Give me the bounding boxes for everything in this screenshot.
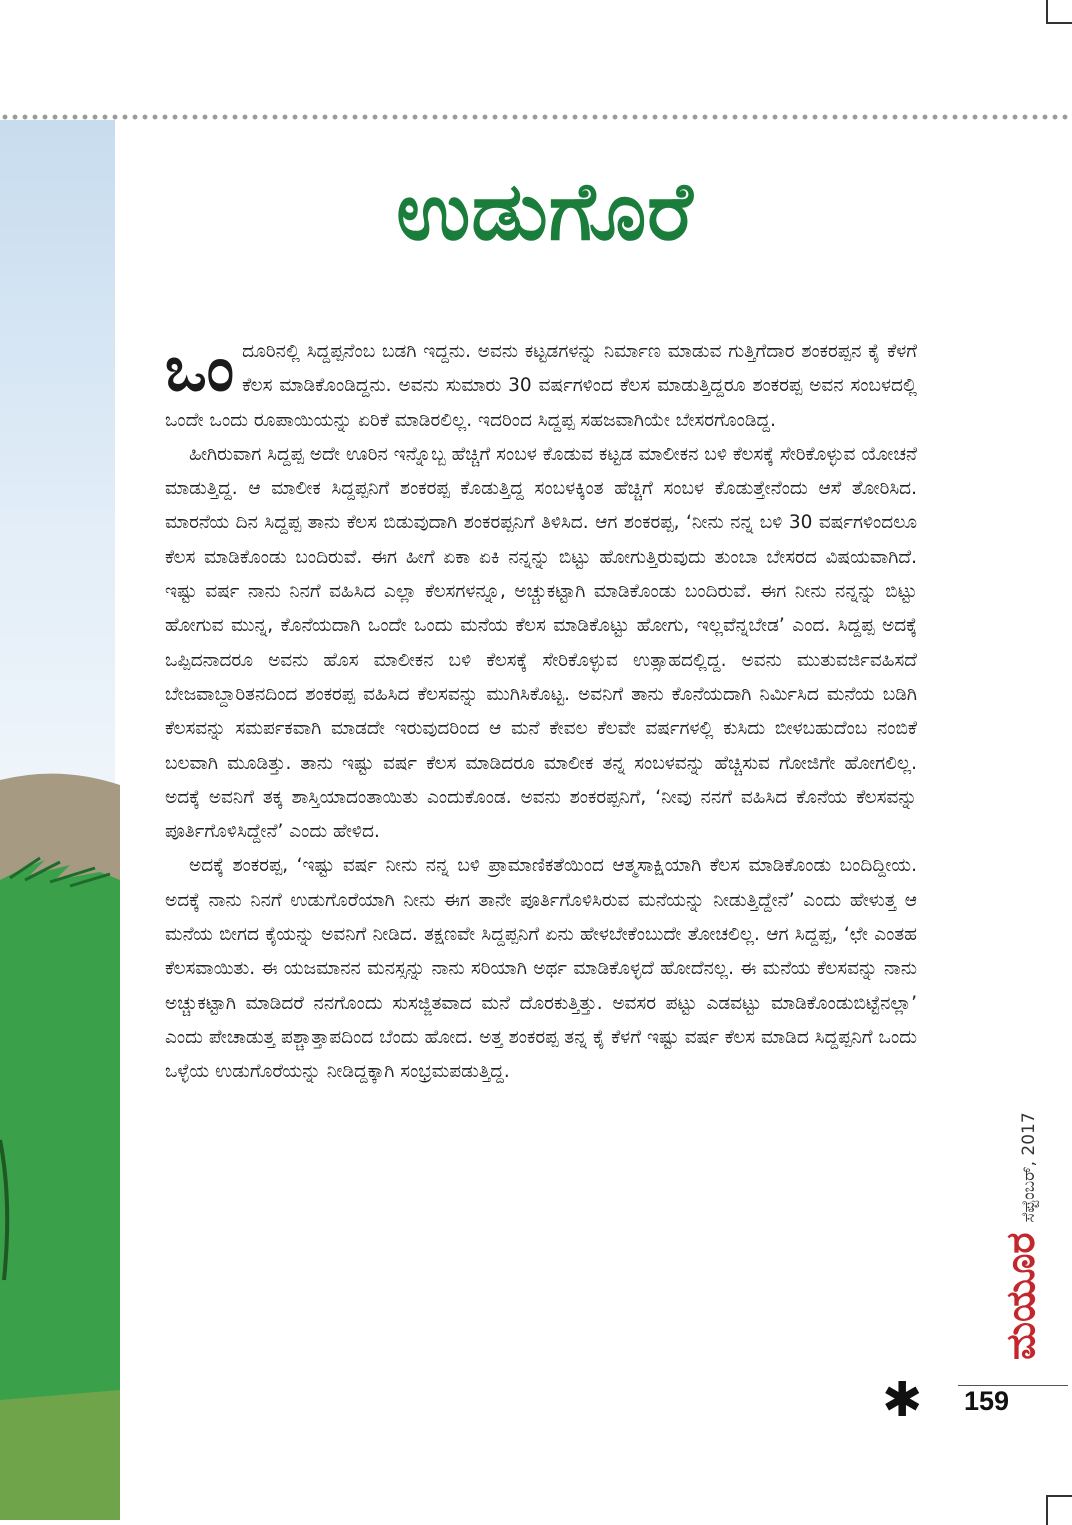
page-number: 159 <box>964 1386 1010 1416</box>
issue-date: ಸೆಪ್ಟೆಂಬರ್, 2017 <box>1019 1112 1039 1223</box>
paragraph-3: ಅದಕ್ಕೆ ಶಂಕರಪ್ಪ, ‘ಇಷ್ಟು ವರ್ಷ ನೀನು ನನ್ನ ಬಳಿ ಪ್ರಾಮಾಣಿಕತೆಯಿಂದ ಆತ್ಮಸಾಕ್ಷಿಯಾಗಿ ಕೆಲಸ ಮಾಡಿಕೊಂಡು ಬಂದಿದ್ದೀಯ. ಅದಕ್ಕೆ ನಾನು ನಿನಗೆ ಉಡುಗೊರೆಯಾಗಿ ನೀನು ಈಗ ತಾನೇ ಪೂರ್ತಿಗೊಳಿಸಿರುವ ಮನೆಯನ್ನು ನೀಡುತ್ತಿದ್ದೇನೆ’ ಎಂದು ಹೇಳುತ್ತ ಆ ಮನೆಯ ಬೀಗದ ಕೈಯನ್ನು ಅವನಿಗೆ ನೀಡಿದ. ತಕ್ಷಣವೇ ಸಿದ್ದಪ್ಪನಿಗೆ ಏನು ಹೇಳಬೇಕೆಂಬುದೇ ತೋಚಲಿಲ್ಲ. ಆಗ ಸಿದ್ದಪ್ಪ, ‘ಛೇ ಎಂತಹ ಕೆಲಸವಾಯಿತು. ಈ ಯಜಮಾನನ ಮನಸ್ಸನ್ನು ನಾನು ಸರಿಯಾಗಿ ಅರ್ಥ ಮಾಡಿಕೊಳ್ಳದೆ ಹೋದೆನಲ್ಲ. ಈ ಮನೆಯ ಕೆಲಸವನ್ನು ನಾನು ಅಚ್ಚುಕಟ್ಟಾಗಿ ಮಾಡಿದರೆ ನನಗೊಂದು ಸುಸಜ್ಜಿತವಾದ ಮನೆ ದೊರಕುತ್ತಿತ್ತು. ಅವಸರ ಪಟ್ಟು ಎಡವಟ್ಟು ಮಾಡಿಕೊಂಡುಬಿಟ್ಟೆನಲ್ಲಾ’ ಎಂದು ಪೇಚಾಡುತ್ತ ಪಶ್ಚಾತ್ತಾಪದಿಂದ ಬೆಂದು ಹೋದ. ಅತ್ತ ಶಂಕರಪ್ಪ ತನ್ನ ಕೈ ಕೆಳಗೆ ಇಷ್ಟು ವರ್ಷ ಕೆಲಸ ಮಾಡಿದ ಸಿದ್ದಪ್ಪನಿಗೆ ಒಂದು ಒಳ್ಳೆಯ ಉಡುಗೊರೆಯನ್ನು ನೀಡಿದ್ದಕ್ಕಾಗಿ ಸಂಭ್ರಮಪಡುತ್ತಿದ್ದ. <box>165 855 917 1083</box>
dotted-separator <box>0 113 1072 121</box>
end-mark: ✱ <box>882 1372 923 1428</box>
crop-mark-top-right <box>1046 0 1072 24</box>
illustration <box>0 760 120 1520</box>
article-body <box>165 332 917 1090</box>
paragraph-1-text: ದೂರಿನಲ್ಲಿ ಸಿದ್ದಪ್ಪನೆಂಬ ಬಡಗಿ ಇದ್ದನು. ಅವನು ಕಟ್ಟಡಗಳನ್ನು ನಿರ್ಮಾಣ ಮಾಡುವ ಗುತ್ತಿಗೆದಾರ ಶಂಕರಪ್ಪನ ಕೈ ಕೆಳಗೆ ಕೆಲಸ ಮಾಡಿಕೊಂಡಿದ್ದನು. ಅವನು ಸುಮಾರು 30 ವರ್ಷಗಳಿಂದ ಕೆಲಸ ಮಾಡುತ್ತಿದ್ದರೂ ಶಂಕರಪ್ಪ ಅವನ ಸಂಬಳದಲ್ಲಿ ಒಂದೇ ಒಂದು ರೂಪಾಯಿಯನ್ನು ಏರಿಕೆ ಮಾಡಿರಲಿಲ್ಲ. ಇದರಿಂದ ಸಿದ್ದಪ್ಪ ಸಹಜವಾಗಿಯೇ ಬೇಸರಗೊಂಡಿದ್ದ. <box>165 341 917 431</box>
drop-cap: ಒಂ <box>165 332 235 405</box>
paragraph-1 <box>165 332 917 438</box>
paragraph-2: ಹೀಗಿರುವಾಗ ಸಿದ್ದಪ್ಪ ಅದೇ ಊರಿನ ಇನ್ನೊಬ್ಬ ಹೆಚ್ಚಿಗೆ ಸಂಬಳ ಕೊಡುವ ಕಟ್ಟಡ ಮಾಲೀಕನ ಬಳಿ ಕೆಲಸಕ್ಕೆ ಸೇರಿಕೊಳ್ಳುವ ಯೋಚನೆ ಮಾಡುತ್ತಿದ್ದ. ಆ ಮಾಲೀಕ ಸಿದ್ದಪ್ಪನಿಗೆ ಶಂಕರಪ್ಪ ಕೊಡುತ್ತಿದ್ದ ಸಂಬಳಕ್ಕಿಂತ ಹೆಚ್ಚಿಗೆ ಸಂಬಳ ಕೊಡುತ್ತೇನೆಂದು ಆಸೆ ತೋರಿಸಿದ. ಮಾರನೆಯ ದಿನ ಸಿದ್ದಪ್ಪ ತಾನು ಕೆಲಸ ಬಿಡುವುದಾಗಿ ಶಂಕರಪ್ಪನಿಗೆ ತಿಳಿಸಿದ. ಆಗ ಶಂಕರಪ್ಪ, ‘ನೀನು ನನ್ನ ಬಳಿ 30 ವರ್ಷಗಳಿಂದಲೂ ಕೆಲಸ ಮಾಡಿಕೊಂಡು ಬಂದಿರುವೆ. ಈಗ ಹೀಗೆ ಏಕಾ ಏಕಿ ನನ್ನನ್ನು ಬಿಟ್ಟು ಹೋಗುತ್ತಿರುವುದು ತುಂಬಾ ಬೇಸರದ ವಿಷಯವಾಗಿದೆ. ಇಷ್ಟು ವರ್ಷ ನಾನು ನಿನಗೆ ವಹಿಸಿದ ಎಲ್ಲಾ ಕೆಲಸಗಳನ್ನೂ, ಅಚ್ಚುಕಟ್ಟಾಗಿ ಮಾಡಿಕೊಂಡು ಬಂದಿರುವೆ. ಈಗ ನೀನು ನನ್ನನ್ನು ಬಿಟ್ಟು ಹೋಗುವ ಮುನ್ನ, ಕೊನೆಯದಾಗಿ ಒಂದೇ ಒಂದು ಮನೆಯ ಕೆಲಸ ಮಾಡಿಕೊಟ್ಟು ಹೋಗು, ಇಲ್ಲವೆನ್ನಬೇಡ’ ಎಂದ. ಸಿದ್ದಪ್ಪ ಅದಕ್ಕೆ ಒಪ್ಪಿದನಾದರೂ ಅವನು ಹೊಸ ಮಾಲೀಕನ ಬಳಿ ಕೆಲಸಕ್ಕೆ ಸೇರಿಕೊಳ್ಳುವ ಉತ್ಸಾಹದಲ್ಲಿದ್ದ. ಅವನು ಮುತುವರ್ಜಿವಹಿಸದೆ ಬೇಜವಾಬ್ದಾರಿತನದಿಂದ ಶಂಕರಪ್ಪ ವಹಿಸಿದ ಕೆಲಸವನ್ನು ಮುಗಿಸಿಕೊಟ್ಟ. ಅವನಿಗೆ ತಾನು ಕೊನೆಯದಾಗಿ ನಿರ್ಮಿಸಿದ ಮನೆಯ ಬಡಿಗಿ ಕೆಲಸವನ್ನು ಸಮರ್ಪಕವಾಗಿ ಮಾಡದೇ ಇರುವುದರಿಂದ ಆ ಮನೆ ಕೇವಲ ಕೆಲವೇ ವರ್ಷಗಳಲ್ಲಿ ಕುಸಿದು ಬೀಳಬಹುದೆಂಬ ನಂಬಿಕೆ ಬಲವಾಗಿ ಮೂಡಿತ್ತು. ತಾನು ಇಷ್ಟು ವರ್ಷ ಕೆಲಸ ಮಾಡಿದರೂ ಮಾಲೀಕ ತನ್ನ ಸಂಬಳವನ್ನು ಹೆಚ್ಚಿಸುವ ಗೋಜಿಗೇ ಹೋಗಲಿಲ್ಲ. ಅದಕ್ಕೆ ಅವನಿಗೆ ತಕ್ಕ ಶಾಸ್ತಿಯಾದಂತಾಯಿತು ಎಂದುಕೊಂಡ. ಅವನು ಶಂಕರಪ್ಪನಿಗೆ, ‘ನೀವು ನನಗೆ ವಹಿಸಿದ ಕೊನೆಯ ಕೆಲಸವನ್ನು ಪೂರ್ತಿಗೊಳಿಸಿದ್ದೇನೆ’ ಎಂದು ಹೇಳಿದ. <box>165 443 917 843</box>
magazine-logo: ಮಯೂರ <box>998 1232 1044 1360</box>
crop-mark-bottom-right <box>1046 1495 1072 1525</box>
article-title: ಉಡುಗೊರೆ <box>396 165 694 258</box>
magazine-footer-vertical <box>998 1112 1044 1360</box>
illustration-ground <box>0 1390 120 1520</box>
